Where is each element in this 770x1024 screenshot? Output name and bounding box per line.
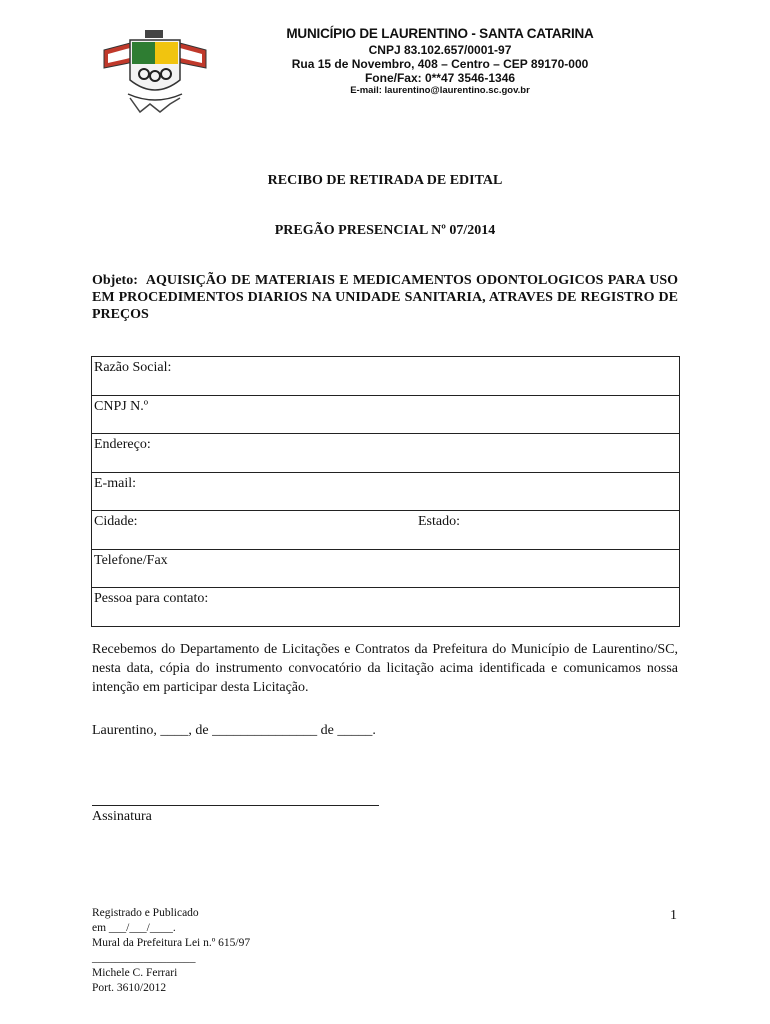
form-row-email[interactable] — [92, 473, 679, 512]
razao-social-label: Razão Social: — [94, 360, 172, 375]
signature-line — [92, 805, 379, 806]
page-number: 1 — [670, 908, 677, 923]
pessoa-contato-label: Pessoa para contato: — [94, 591, 209, 606]
footer-registration — [92, 906, 250, 996]
cnpj-line: CNPJ 83.102.657/0001-97 — [368, 43, 512, 57]
endereco-label: Endereço: — [94, 437, 151, 452]
footer-line: em ___/___/____. — [92, 922, 176, 934]
footer-line: Registrado e Publicado — [92, 907, 199, 919]
form-row-pessoa-contato[interactable] — [92, 588, 679, 627]
municipal-coat-of-arms-icon — [100, 28, 210, 120]
company-info-form — [91, 356, 680, 627]
letterhead — [0, 0, 770, 120]
document-subtitle: PREGÃO PRESENCIAL Nº 07/2014 — [274, 223, 496, 238]
cidade-label: Cidade: — [94, 514, 138, 529]
objeto-text: AQUISIÇÃO DE MATERIAIS E MEDICAMENTOS ODONTOLOGICOS PARA USO EM PROCEDIMENTOS DIARIOS NA UNIDADE SANITARIA, ATRAVES DE REGISTRO DE PREÇOS — [92, 273, 678, 322]
objeto-block — [92, 272, 678, 323]
email-line: E-mail: laurentino@laurentino.sc.gov.br — [350, 85, 530, 96]
telefone-label: Telefone/Fax — [94, 552, 168, 568]
email-label: E-mail: — [94, 475, 136, 491]
form-row-cnpj[interactable] — [92, 396, 679, 435]
form-row-endereco[interactable] — [92, 434, 679, 473]
receipt-paragraph: Recebemos do Departamento de Licitações e Contratos da Prefeitura do Município de Laurentino/SC, nesta data, cópia do instrumento convocatório da licitação acima identificada e comunicamos nossa intenção em participar desta Licitação. — [92, 642, 678, 695]
objeto-label: Objeto: — [92, 273, 138, 288]
footer-line: Mural da Prefeitura Lei n.º 615/97 — [92, 937, 251, 949]
address-line: Rua 15 de Novembro, 408 – Centro – CEP 89170-000 — [291, 57, 589, 71]
form-row-razao-social[interactable] — [92, 357, 679, 396]
cnpj-label: CNPJ N.º — [94, 398, 149, 414]
date-line: Laurentino, ____, de _______________ de _____. — [92, 723, 376, 738]
form-row-cidade-estado[interactable] — [92, 511, 679, 550]
footer-line: Michele C. Ferrari — [92, 967, 178, 979]
form-row-telefone[interactable] — [92, 550, 679, 589]
footer-line: Port. 3610/2012 — [92, 982, 167, 994]
signature-label: Assinatura — [92, 809, 152, 824]
municipality-name: MUNICÍPIO DE LAURENTINO - SANTA CATARINA — [286, 26, 594, 41]
phone-line: Fone/Fax: 0**47 3546-1346 — [364, 71, 516, 85]
estado-label: Estado: — [418, 514, 460, 529]
document-title: RECIBO DE RETIRADA DE EDITAL — [267, 173, 503, 188]
footer-line: __________________ — [92, 952, 196, 964]
